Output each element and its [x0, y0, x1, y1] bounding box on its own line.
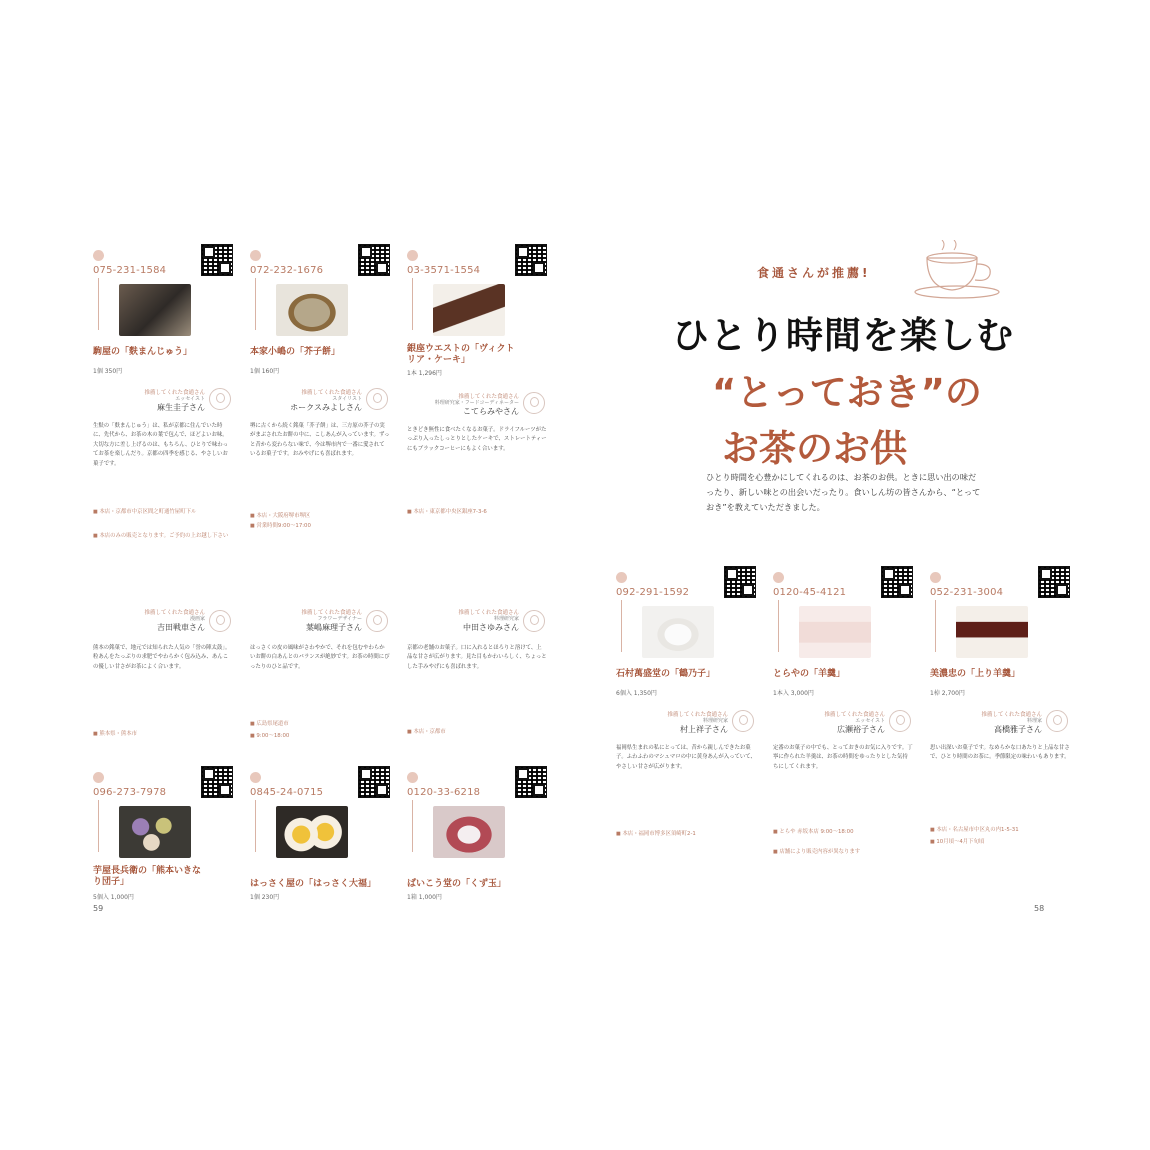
- shop-note: ■ 10月頃〜4月下旬頃: [930, 838, 1070, 847]
- card-body-text: 堺に古くから続く銘菓「芥子餅」は、三方原の芥子の実がまぶされたお餅の中に、こしあんが入っています。ずっと昔から変わらない味で、今は堺市内で一番に愛されているお菓子です。おみやげにも喜ばれます。: [250, 423, 390, 458]
- product-photo: [276, 806, 348, 858]
- divider: [412, 800, 413, 852]
- card-number-badge: [407, 772, 418, 783]
- recommender-name: 吉田戦車さん: [157, 623, 205, 632]
- product-price: 1個 160円: [250, 368, 280, 375]
- feature-title: ひとり時間を楽しむ: [672, 314, 1014, 357]
- qr-code-icon[interactable]: [515, 766, 547, 798]
- phone-number: 03-3571-1554: [407, 265, 481, 276]
- recommender-role: 料理研究家: [702, 718, 728, 724]
- avatar-icon: [1046, 710, 1068, 732]
- avatar-icon: [209, 610, 231, 632]
- avatar-icon: [523, 392, 545, 414]
- shop-note: ■ 本店・東京都中央区銀座7-3-6: [407, 508, 547, 517]
- recommender-caption: 推薦してくれた食通さん: [144, 390, 205, 396]
- divider: [778, 600, 779, 652]
- product-photo: [799, 606, 871, 658]
- shop-note: ■ 店舗により販売内容が異なります: [773, 848, 913, 857]
- recommender-caption: 推薦してくれた食通さん: [667, 712, 728, 718]
- product-name: 本家小嶋の「芥子餅」: [250, 347, 341, 357]
- product-photo: [276, 284, 348, 336]
- card-number-badge: [250, 772, 261, 783]
- feature-title: “とっておき”の: [712, 371, 982, 414]
- card-body-text: 生麩の「麩まんじゅう」は、私が京都に住んでいた時に、先代から、お茶の木の葉で包んで、ほどよいお味。大切な方に差し上げるのは、もちろん、ひとりで味わってお茶を楽しんだり。京都の四季を感じる、やさしいお菓子です。: [93, 423, 229, 467]
- avatar-icon: [366, 610, 388, 632]
- card-number-badge: [93, 250, 104, 261]
- card-body-text: 熊本の銘菓で、地元では知られた人気の「誉の陣太鼓」。粒あんをたっぷりの求肥でやわらかく包み込み、あんこの優しい甘さがお茶によく合います。: [93, 645, 231, 670]
- shop-note: ■ 熊本県・熊本市: [93, 730, 233, 739]
- shop-note: ■ 営業時間9:00〜17:00: [250, 522, 390, 531]
- recommender-role: 漫画家: [189, 616, 205, 622]
- divider: [98, 800, 99, 852]
- recommender-caption: 推薦してくれた食通さん: [144, 610, 205, 616]
- phone-number: 0120-33-6218: [407, 787, 481, 798]
- card-body-text: 京都の老舗のお菓子。口に入れるとほろりと溶けて、上品な甘さが広がります。見た目もかわいらしく、ちょっとした手みやげにも喜ばれます。: [407, 645, 547, 670]
- card-body-text: はっさくの皮の風味がさわやかで、それを包むやわらかいお餅の白あんとのバランスが絶妙です。お茶の時間にぴったりのひと品です。: [250, 645, 390, 670]
- divider: [255, 278, 256, 330]
- qr-code-icon[interactable]: [358, 244, 390, 276]
- qr-code-icon[interactable]: [358, 766, 390, 798]
- recommender-name: ホークスみよしさん: [290, 403, 362, 412]
- phone-number: 0845-24-0715: [250, 787, 324, 798]
- product-photo: [433, 284, 505, 336]
- qr-code-icon[interactable]: [201, 244, 233, 276]
- qr-code-icon[interactable]: [881, 566, 913, 598]
- divider: [98, 278, 99, 330]
- card-body-text: ときどき無性に食べたくなるお菓子。ドライフルーツがたっぷり入ったしっとりとしたケーキで、ストレートティーにもブラックコーヒーにもよく合います。: [407, 427, 547, 452]
- product-name: 銀座ウエストの「ヴィクトリア・ケーキ」: [407, 344, 515, 365]
- qr-code-icon[interactable]: [724, 566, 756, 598]
- phone-number: 092-291-1592: [616, 587, 690, 598]
- avatar-icon: [209, 388, 231, 410]
- product-name: はっさく屋の「はっさく大福」: [250, 879, 377, 889]
- product-photo: [433, 806, 505, 858]
- feature-kicker: 食通さんが推薦!: [757, 266, 871, 280]
- phone-number: 072-232-1676: [250, 265, 324, 276]
- product-name: 駒屋の「麩まんじゅう」: [93, 347, 193, 357]
- avatar-icon: [523, 610, 545, 632]
- phone-number: 096-273-7978: [93, 787, 167, 798]
- recommender-caption: 推薦してくれた食通さん: [824, 712, 885, 718]
- recommender-caption: 推薦してくれた食通さん: [458, 610, 519, 616]
- coffee-cup-icon: [912, 240, 1002, 300]
- shop-note: ■ とらや 赤坂本店 9:00〜18:00: [773, 828, 913, 837]
- page-number: 58: [1034, 904, 1045, 913]
- card-number-badge: [250, 250, 261, 261]
- product-photo: [119, 806, 191, 858]
- product-name: 美濃忠の「上り羊羹」: [930, 669, 1021, 679]
- card-number-badge: [930, 572, 941, 583]
- product-name: 石村萬盛堂の「鶴乃子」: [616, 669, 716, 679]
- divider: [621, 600, 622, 652]
- recommender-name: 葉嶋麻理子さん: [306, 623, 362, 632]
- shop-note: ■ 本店のみの販売となります。ご予約の上お越し下さい: [93, 532, 233, 541]
- recommender-name: こてらみやさん: [463, 407, 519, 416]
- recommender-role: スタイリスト: [332, 396, 362, 402]
- recommender-role: エッセイスト: [855, 718, 885, 724]
- phone-number: 0120-45-4121: [773, 587, 847, 598]
- product-price: 1本入 3,000円: [773, 690, 814, 697]
- product-price: 1箱 1,000円: [407, 894, 442, 901]
- avatar-icon: [732, 710, 754, 732]
- shop-note: ■ 本店・名古屋市中区丸の内1-5-31: [930, 826, 1070, 835]
- product-photo: [956, 606, 1028, 658]
- product-photo: [119, 284, 191, 336]
- recommender-caption: 推薦してくれた食通さん: [301, 610, 362, 616]
- product-name: とらやの「羊羹」: [773, 669, 846, 679]
- shop-note: ■ 本店・京都市: [407, 728, 547, 737]
- shop-note: ■ 本店・京都市中京区間之町通竹屋町下ル: [93, 508, 233, 517]
- product-price: 1棹 2,700円: [930, 690, 965, 697]
- product-price: 1個 230円: [250, 894, 280, 901]
- recommender-name: 広瀬裕子さん: [837, 725, 885, 734]
- card-number-badge: [407, 250, 418, 261]
- product-photo: [642, 606, 714, 658]
- qr-code-icon[interactable]: [201, 766, 233, 798]
- qr-code-icon[interactable]: [1038, 566, 1070, 598]
- phone-number: 075-231-1584: [93, 265, 167, 276]
- shop-note: ■ 本店・福岡市博多区須崎町2-1: [616, 830, 756, 839]
- divider: [255, 800, 256, 852]
- card-number-badge: [616, 572, 627, 583]
- card-body-text: 定番のお菓子の中でも、とっておきのお気に入りです。丁寧に作られた羊羹は、お茶の時間をゆったりとした気持ちにしてくれます。: [773, 745, 913, 770]
- product-price: 1個 350円: [93, 368, 123, 375]
- shop-note: ■ 広島県尾道市: [250, 720, 390, 729]
- card-body-text: 福岡県生まれの私にとっては、昔から親しんできたお菓子。ふわふわのマシュマロの中に黄身あんが入っていて、やさしい甘さが広がります。: [616, 745, 756, 770]
- card-number-badge: [773, 572, 784, 583]
- phone-number: 052-231-3004: [930, 587, 1004, 598]
- recommender-role: フラワーデザイナー: [317, 616, 362, 622]
- recommender-role: 料理研究家: [493, 616, 519, 622]
- recommender-name: 村上祥子さん: [680, 725, 728, 734]
- product-price: 6個入 1,350円: [616, 690, 657, 697]
- product-price: 1本 1,296円: [407, 370, 442, 377]
- recommender-role: 料理家: [1026, 718, 1042, 724]
- recommender-name: 高橋雅子さん: [994, 725, 1042, 734]
- recommender-caption: 推薦してくれた食通さん: [458, 394, 519, 400]
- divider: [935, 600, 936, 652]
- recommender-name: 中田さゆみさん: [463, 623, 519, 632]
- recommender-caption: 推薦してくれた食通さん: [981, 712, 1042, 718]
- avatar-icon: [366, 388, 388, 410]
- qr-code-icon[interactable]: [515, 244, 547, 276]
- feature-lead-text: ひとり時間を心豊かにしてくれるのは、お茶のお供。ときに思い出の味だったり、新しい味との出会いだったり。食いしん坊の皆さんから、“とっておき”を教えていただきました。: [706, 472, 981, 512]
- product-price: 5個入 1,000円: [93, 894, 134, 901]
- shop-note: ■ 本店・大阪府堺市堺区: [250, 512, 390, 521]
- card-body-text: 思い出深いお菓子です。なめらかな口あたりと上品な甘さで、ひとり時間のお茶に。季節限定の味わいもあります。: [930, 745, 1070, 761]
- product-name: 芋屋長兵衛の「熊本いきなり団子」: [93, 866, 202, 887]
- feature-title: お茶のお供: [722, 427, 907, 470]
- recommender-caption: 推薦してくれた食通さん: [301, 390, 362, 396]
- card-number-badge: [93, 772, 104, 783]
- page-number: 59: [93, 904, 104, 913]
- recommender-role: エッセイスト: [175, 396, 205, 402]
- divider: [412, 278, 413, 330]
- product-name: ばいこう堂の「くず玉」: [407, 879, 507, 889]
- avatar-icon: [889, 710, 911, 732]
- recommender-name: 麻生圭子さん: [157, 403, 205, 412]
- recommender-role: 料理研究家・フードコーディネーター: [434, 400, 519, 406]
- shop-note: ■ 9:00〜18:00: [250, 732, 390, 741]
